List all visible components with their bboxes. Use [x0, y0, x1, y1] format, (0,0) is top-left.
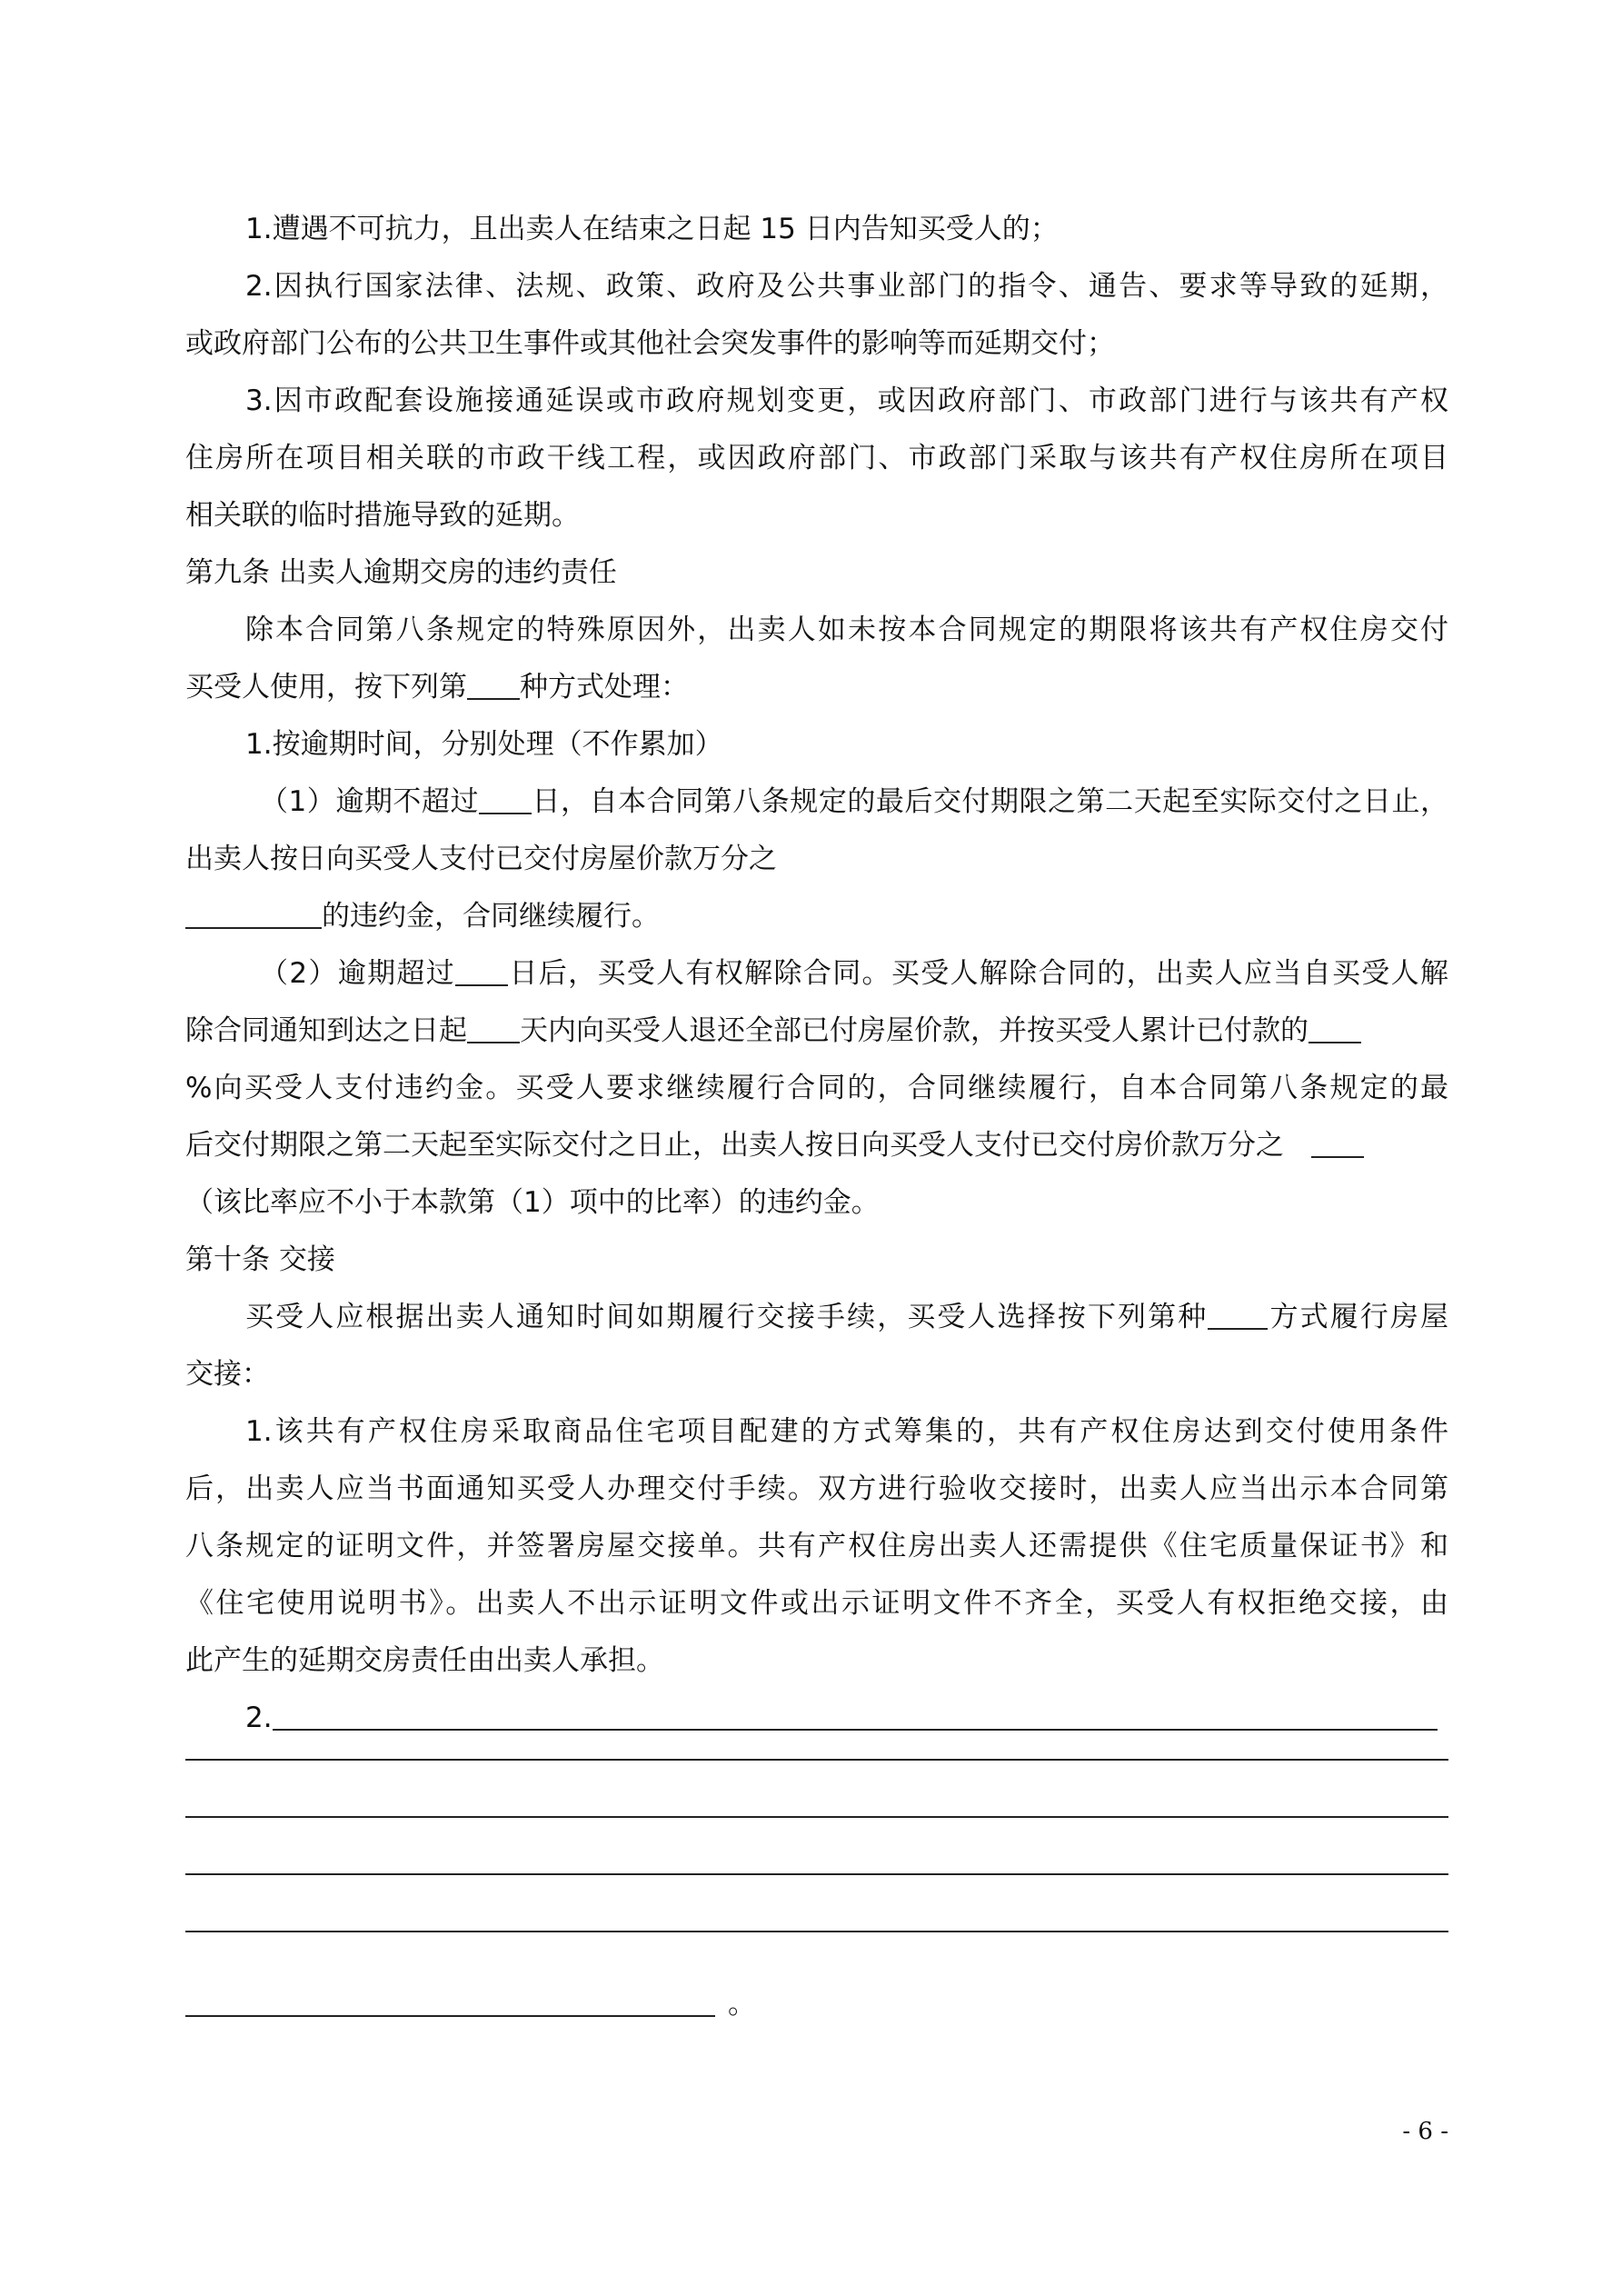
clause-8-item-2-cont: 或政府部门公布的公共卫生事件或其他社会突发事件的影响等而延期交付； — [185, 327, 1115, 360]
text-segment: 日，自本合同第八条规定的最后交付期限之第二天起至实际交付之日止， — [531, 785, 1448, 818]
article-10-item-2-end — [185, 1986, 1448, 2022]
article-9-intro-cont — [185, 669, 1448, 705]
clause-8-item-2: 2.因执行国家法律、法规、政策、政府及公共事业部门的指令、通告、要求等导致的延期， — [245, 270, 1448, 303]
clause-8-item-3: 3.因市政配套设施接通延误或市政府规划变更，或因政府部门、市政部门进行与该共有产权 — [245, 384, 1448, 417]
article-10-heading: 第十条 交接 — [185, 1243, 335, 1276]
article-10-item-1: 1.该共有产权住房采取商品住宅项目配建的方式筹集的，共有产权住房达到交付使用条件 — [245, 1415, 1448, 1448]
blank-penalty-percent[interactable] — [1309, 1014, 1361, 1043]
text-segment: （2）逾期超过 — [260, 957, 456, 990]
article-9-item-1-sub-2-cont-3 — [185, 1127, 1448, 1163]
article-9-item-1-sub-2 — [260, 955, 1448, 992]
blank-daily-penalty-rate[interactable] — [1311, 1129, 1364, 1158]
blank-item-2-line-4[interactable] — [185, 1873, 1448, 1875]
text-segment: 的违约金，合同继续履行。 — [322, 900, 660, 933]
article-10-item-2 — [245, 1700, 1448, 1736]
clause-8-item-3-cont-1: 住房所在项目相关联的市政干线工程，或因政府部门、市政部门采取与该共有产权住房所在项目 — [185, 442, 1448, 474]
article-10-item-1-cont-2: 八条规定的证明文件，并签署房屋交接单。共有产权住房出卖人还需提供《住宅质量保证书》和 — [185, 1530, 1448, 1562]
text-segment: 方式履行房屋 — [1268, 1301, 1449, 1333]
blank-overdue-days[interactable] — [479, 785, 532, 814]
clause-8-item-3-cont-2: 相关联的临时措施导致的延期。 — [185, 499, 580, 532]
article-9-item-1-sub-2-cont-1 — [185, 1013, 1448, 1049]
text-segment: 天内向买受人退还全部已付房屋价款，并按买受人累计已付款的 — [520, 1014, 1309, 1047]
article-9-item-1: 1.按逾期时间，分别处理（不作累加） — [245, 728, 723, 761]
text-segment: 种方式处理： — [520, 671, 689, 704]
article-10-intro — [245, 1299, 1448, 1335]
blank-overdue-exceed-days[interactable] — [455, 957, 508, 986]
article-9-intro: 除本合同第八条规定的特殊原因外，出卖人如未按本合同规定的期限将该共有产权住房交付 — [245, 614, 1448, 646]
text-segment: 买受人应根据出卖人通知时间如期履行交接手续，买受人选择按下列第种 — [245, 1301, 1209, 1333]
text-segment: 。 — [728, 1988, 756, 2021]
article-9-heading: 第九条 出卖人逾期交房的违约责任 — [185, 556, 617, 589]
article-9-item-1-sub-1-cont: 出卖人按日向买受人支付已交付房屋价款万分之 — [185, 843, 777, 875]
blank-penalty-rate[interactable] — [185, 900, 322, 929]
text-segment: （1）逾期不超过 — [260, 785, 479, 818]
blank-refund-days[interactable] — [467, 1014, 520, 1043]
article-10-item-1-cont-4: 此产生的延期交房责任由出卖人承担。 — [185, 1644, 664, 1677]
article-9-item-1-sub-1 — [260, 784, 1448, 820]
blank-item-2-line-5[interactable] — [185, 1931, 1448, 1932]
article-9-item-1-sub-2-cont-4: （该比率应不小于本款第（1）项中的比率）的违约金。 — [185, 1186, 880, 1219]
page-number: - 6 - — [1402, 2118, 1448, 2145]
text-segment: 2. — [245, 1702, 273, 1734]
blank-item-2-line-6[interactable] — [185, 1988, 715, 2017]
clause-8-item-1: 1.遭遇不可抗力，且出卖人在结束之日起 15 日内告知买受人的； — [245, 213, 1059, 245]
blank-method-choice[interactable] — [467, 671, 520, 700]
text-segment: 后交付期限之第二天起至实际交付之日止，出卖人按日向买受人支付已交付房价款万分之 — [185, 1129, 1284, 1162]
blank-handover-method[interactable] — [1208, 1301, 1268, 1330]
text-segment: 日后，买受人有权解除合同。买受人解除合同的，出卖人应当自买受人解 — [508, 957, 1448, 990]
article-9-item-1-sub-1-cont-2 — [185, 898, 1448, 934]
article-9-item-1-sub-2-cont-2: %向买受人支付违约金。买受人要求继续履行合同的，合同继续履行，自本合同第八条规定的最 — [185, 1072, 1448, 1104]
blank-item-2-line-3[interactable] — [185, 1816, 1448, 1818]
text-segment: 除合同通知到达之日起 — [185, 1014, 467, 1047]
article-10-item-1-cont-3: 《住宅使用说明书》。出卖人不出示证明文件或出示证明文件不齐全，买受人有权拒绝交接，由 — [185, 1587, 1448, 1620]
blank-item-2-line-2[interactable] — [185, 1759, 1448, 1761]
text-segment: 买受人使用，按下列第 — [185, 671, 467, 704]
article-10-item-1-cont-1: 后，出卖人应当书面通知买受人办理交付手续。双方进行验收交接时，出卖人应当出示本合同第 — [185, 1472, 1448, 1505]
article-10-intro-cont: 交接： — [185, 1358, 270, 1391]
blank-item-2-line-1[interactable] — [273, 1702, 1438, 1731]
